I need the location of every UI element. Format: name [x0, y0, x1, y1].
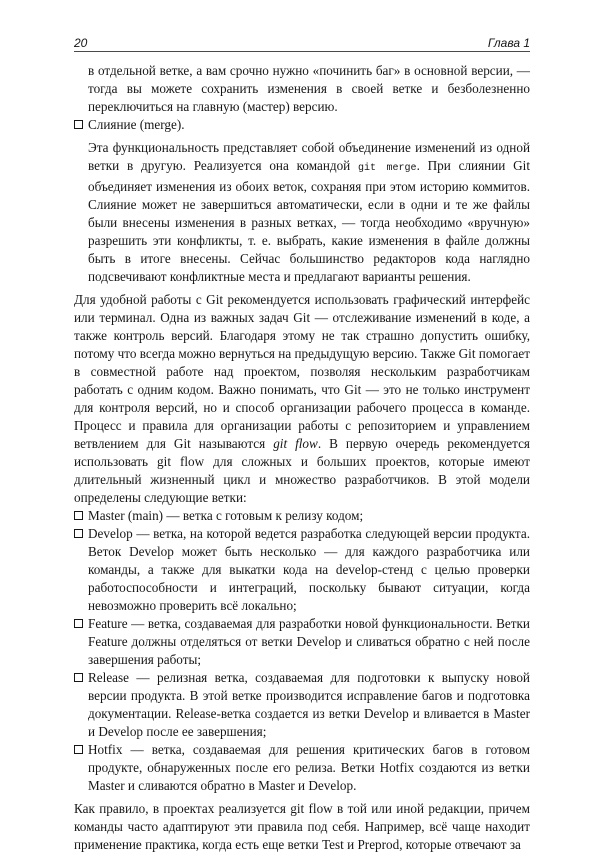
merge-description [74, 139, 530, 286]
git-flow-term: git flow [273, 436, 318, 451]
chapter-title: Глава 1 [487, 36, 530, 50]
checkbox-bullet-icon [74, 511, 83, 520]
branch-feature-text: Feature — ветка, создаваемая для разработки новой функциональности. Ветки Feature должны отделяться от ветки Develop и сливаться обратно с ней после завершения работы; [88, 616, 530, 667]
list-item-hotfix [74, 741, 530, 795]
git-flow-text-b: . В первую очередь рекомендуется использовать git flow для сложных и больших проектов, которые имеют длительный жизненный цикл и множество разработчиков. В этой модели определены следующие ветки: [74, 436, 530, 505]
list-item-develop [74, 525, 530, 615]
list-item-release [74, 669, 530, 741]
git-merge-command: git merge [358, 163, 417, 174]
checkbox-bullet-icon [74, 120, 83, 129]
list-item-feature [74, 615, 530, 669]
branch-master-text: Master (main) — ветка с готовым к релизу кодом; [88, 508, 364, 523]
list-item-master [74, 507, 530, 525]
page-number: 20 [74, 36, 88, 50]
closing-paragraph: Как правило, в проектах реализуется git flow в той или иной редакции, причем команды часто адаптируют эти правила под себя. Например, всё чаще находит применение практика, когда есть еще ветки Test и Preprod, которые отвечают за [74, 801, 530, 852]
branch-develop-text: Develop — ветка, на которой ведется разработка следующей версии продукта. Веток Develop может быть несколько — для каждого разработчика или команды, а также для выкатки кода на develop-стенд с целью проверки работоспособности и интеграций, поскольку бывают ситуации, когда невозможно проверить всё локально; [88, 526, 530, 613]
checkbox-bullet-icon [74, 529, 83, 538]
merge-label: Слияние (merge). [88, 117, 185, 132]
git-flow-text-a: Для удобной работы с Git рекомендуется использовать графический интерфейс или терминал. Одна из важных задач Git — отслеживание изменений в коде, а также контроль версий. Благодаря этому не так страшно допустить ошибку, потому что всегда можно вернуться на предыдущую версию. Также Git помогает в совместной работе над проектом, позволяя нескольким разработчикам работать с одним кодом. Важно понимать, что Git — это не только инструмент для контроля версий, но и способ организации рабочего процесса в команде. Процесс и правила для организации работы с репозиторием и управлением ветвлением для Git называются [74, 292, 530, 451]
branch-release-text: Release — релизная ветка, создаваемая для подготовки к выпуску новой версии продукта. В этой ветке производится исправление багов и подготовка документации. Release-ветка создается из ветки Develop и вливается в Master и Develop после ее завершения; [88, 670, 530, 739]
branch-hotfix-text: Hotfix — ветка, создаваемая для решения критических багов в готовом продукте, обнаруженных после его релиза. Ветки Hotfix создаются из ветки Master и сливаются обратно в Master и Develop. [88, 742, 530, 793]
merge-desc-a: Эта функциональность представляет собой объединение изменений из одной ветки в другую. Реализуется она командой [88, 140, 530, 173]
checkbox-bullet-icon [74, 619, 83, 628]
list-item-merge [74, 116, 530, 134]
merge-desc-b: . При слиянии Git объединяет изменения из обоих веток, сохраняя при этом историю коммитов. Слияние может не завершиться автоматически, если в одни и те же файлы были внесены изменения в разных ветках, — тогда необходимо «вручную» разрешить эти конфликты, т. е. выбрать, какие изменения в файле должны быть в итоге внесены. Сейчас большинство редакторов кода наглядно подсвечивают конфликтные места и предлагают варианты решения. [88, 158, 530, 284]
page-body [74, 62, 530, 854]
checkbox-bullet-icon [74, 673, 83, 682]
git-flow-paragraph [74, 291, 530, 507]
continuation-paragraph: в отдельной ветке, а вам срочно нужно «починить баг» в основной версии, — тогда вы можете сохранить изменения в своей ветке и безболезненно переключиться на главную (мастер) версию. [88, 63, 530, 114]
running-header [74, 36, 530, 52]
header-rule [74, 51, 530, 52]
